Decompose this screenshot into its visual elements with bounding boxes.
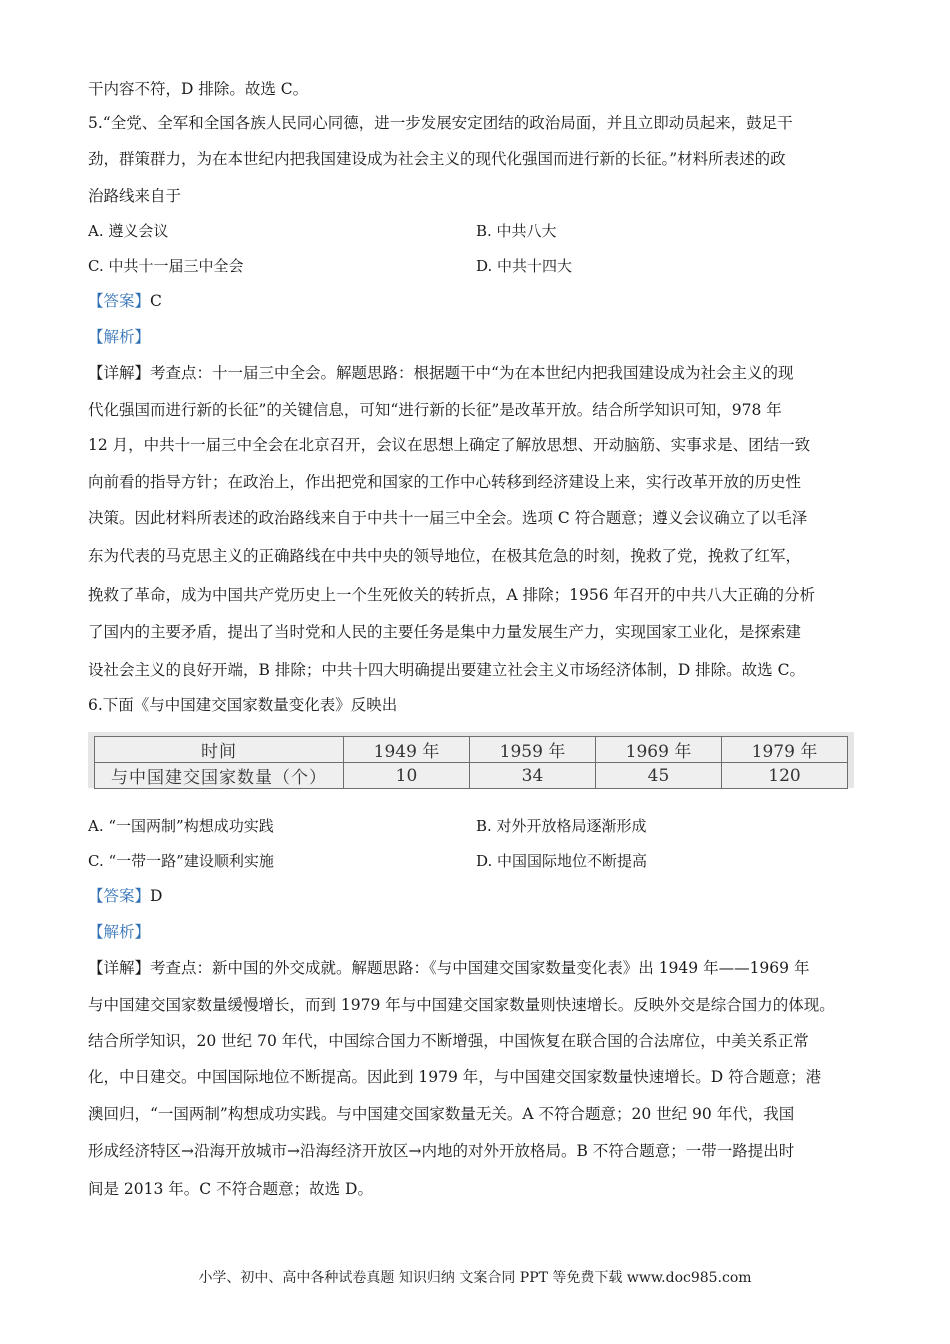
diplomatic-relations-table: [88, 732, 854, 788]
table-cell: 1979 年: [722, 737, 848, 763]
q6-detail: [88, 957, 809, 979]
q5-detail: [88, 362, 793, 384]
answer-tag: 【答案】: [88, 887, 151, 905]
q5-detail: 决策。因此材料所表述的政治路线来自于中共十一届三中全会。选项 C 符合题意；遵义会议确立了以毛泽: [88, 509, 808, 527]
text-line: 干内容不符，D 排除。故选 C。: [88, 80, 309, 98]
table-row: [95, 763, 848, 789]
table-cell: 与中国建交国家数量（个）: [95, 763, 344, 789]
q6-answer: [88, 885, 162, 907]
q5-option-c: C. 中共十一届三中全会: [88, 257, 244, 275]
detail-tag: 【详解】: [88, 364, 151, 382]
q6-option-b: B. 对外开放格局逐渐形成: [476, 817, 647, 835]
table-cell: 34: [470, 763, 596, 789]
q5-answer: [88, 290, 162, 312]
detail-text: 考查点：十一届三中全会。解题思路：根据题干中“为在本世纪内把我国建设成为社会主义的现: [150, 364, 794, 382]
table-cell: 1949 年: [344, 737, 470, 763]
q6-detail: 间是 2013 年。C 不符合题意；故选 D。: [88, 1180, 373, 1198]
q5-option-d: D. 中共十四大: [476, 257, 573, 275]
detail-tag: 【详解】: [88, 959, 151, 977]
table-row: [95, 737, 848, 763]
answer-tag: 【答案】: [88, 292, 151, 310]
answer-value: D: [150, 887, 163, 905]
detail-text: 考查点：新中国的外交成就。解题思路：《与中国建交国家数量变化表》出 1949 年——1969 年: [150, 959, 810, 977]
question-5-stem: 劲，群策群力，为在本世纪内把我国建设成为社会主义的现代化强国而进行新的长征。”材料所表述的政: [88, 150, 786, 168]
q5-detail: 12 月，中共十一届三中全会在北京召开，会议在思想上确定了解放思想、开动脑筋、实事求是、团结一致: [88, 436, 811, 454]
q6-option-d: D. 中国国际地位不断提高: [476, 852, 648, 870]
q5-detail: 向前看的指导方针；在政治上，作出把党和国家的工作中心转移到经济建设上来，实行改革开放的历史性: [88, 473, 802, 491]
table-cell: 45: [596, 763, 722, 789]
q6-option-a: A. “一国两制”构想成功实践: [88, 817, 274, 835]
answer-value: C: [150, 292, 162, 310]
analysis-tag: 【解析】: [88, 328, 151, 346]
q6-option-c: C. “一带一路”建设顺利实施: [88, 852, 274, 870]
q6-detail: 形成经济特区→沿海开放城市→沿海经济开放区→内地的对外开放格局。B 不符合题意；一带一路提出时: [88, 1142, 795, 1160]
question-6-stem: 6.下面《与中国建交国家数量变化表》反映出: [88, 696, 398, 714]
page-footer: 小学、初中、高中各种试卷真题 知识归纳 文案合同 PPT 等免费下载 www.doc985.com: [198, 1270, 752, 1286]
q5-option-b: B. 中共八大: [476, 222, 557, 240]
table-cell: 120: [722, 763, 848, 789]
q5-option-a: A. 遵义会议: [88, 222, 169, 240]
q5-detail: 代化强国而进行新的长征”的关键信息，可知“进行新的长征”是改革开放。结合所学知识可知，978 年: [88, 401, 782, 419]
table-cell: 时间: [95, 737, 344, 763]
table-cell: 10: [344, 763, 470, 789]
question-5-stem: 治路线来自于: [88, 187, 182, 205]
q5-detail: 设社会主义的良好开端，B 排除；中共十四大明确提出要建立社会主义市场经济体制，D 排除。故选 C。: [88, 661, 805, 679]
q5-detail: 了国内的主要矛盾，提出了当时党和人民的主要任务是集中力量发展生产力，实现国家工业化，是探索建: [88, 623, 802, 641]
q6-detail: 与中国建交国家数量缓慢增长，而到 1979 年与中国建交国家数量则快速增长。反映外交是综合国力的体现。: [88, 996, 835, 1014]
table-cell: 1959 年: [470, 737, 596, 763]
q5-detail: 挽救了革命，成为中国共产党历史上一个生死攸关的转折点，A 排除；1956 年召开的中共八大正确的分析: [88, 586, 815, 604]
q6-detail: 化，中日建交。中国国际地位不断提高。因此到 1979 年，与中国建交国家数量快速增长。D 符合题意；港: [88, 1068, 822, 1086]
analysis-tag: 【解析】: [88, 923, 151, 941]
q6-detail: 结合所学知识，20 世纪 70 年代，中国综合国力不断增强，中国恢复在联合国的合法席位，中美关系正常: [88, 1032, 809, 1050]
question-5-stem: 5.“全党、全军和全国各族人民同心同德，进一步发展安定团结的政治局面，并且立即动员起来，鼓足干: [88, 114, 793, 132]
q5-detail: 东为代表的马克思主义的正确路线在中共中央的领导地位，在极其危急的时刻，挽救了党，挽救了红军，: [88, 547, 802, 565]
table-cell: 1969 年: [596, 737, 722, 763]
q6-detail: 澳回归，“一国两制”构想成功实践。与中国建交国家数量无关。A 不符合题意；20 世纪 90 年代，我国: [88, 1105, 795, 1123]
